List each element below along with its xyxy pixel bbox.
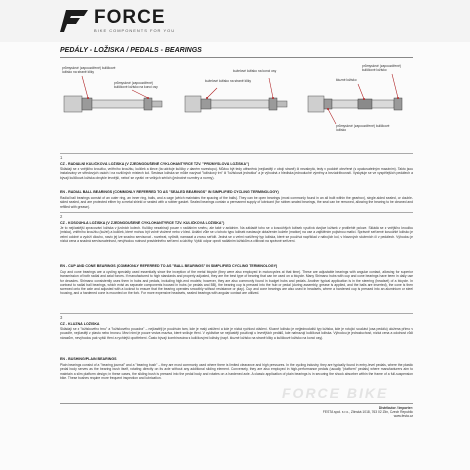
section-2-number: 2 xyxy=(60,214,63,219)
section-3-number: 3 xyxy=(60,315,63,320)
section-1-heading-cz: CZ - RADIÁLNÍ KULIČKOVÁ LOŽISKA (V ZJEDNODUŠENÉ CYKLOHANTÝRCE TZV. "PRŮMYSLOVÁ LOŽISKA") xyxy=(60,162,250,166)
section-2-heading-en: EN - CUP AND CONE BEARINGS (COMMONLY REFERRED TO AS "BALL BEARINGS" IN SIMPLIFIED CYCLING TERMINOLOGY) xyxy=(60,264,278,268)
section-3-heading-en: EN - BUSHING/PLAIN BEARINGS xyxy=(60,357,117,361)
pedal-axle-cup-cone-illustration xyxy=(183,62,291,144)
pedal-diagram-cup-cone xyxy=(183,62,291,144)
callout-cone-axle-end: kuželové ložisko na konci osy xyxy=(233,69,277,73)
section-3-text-en: Plain bearings consist of a "bearing journal" and a "bearing bush" – they are most commonly used where there is limited clearance and high pressures. In the cycling industry, they are typically found in entry-level pedals, where the plastic pedal body serves as the bearing bush itself, rotating directly on its axle without any additional sliding element. Conversely, they are also employed in high-performance pedals (usually "platform" pedals) where manufacturers aim to maintain a slim platform design; in these cases, the sliding bush is pressed into the pedal body and rotates on a hardened axle. A classic application of plain bearings is in securing the shock absorber within the frame of a full-suspension bike. These bushes require more frequent inspection and lubrication. xyxy=(60,363,413,380)
section-3-heading-cz: CZ - KLUZNÁ LOŽISKA xyxy=(60,322,100,326)
pedal-diagram-plain xyxy=(306,62,414,144)
section-2-heading-cz: CZ - KOSOÚHLÁ LOŽISKA (V ZJEDNODUŠENÉ CYKLOHANTÝRCE TZV. KULIČKOVÁ LOŽISKA") xyxy=(60,221,225,225)
section-3-text-cz: Skládají se z "ložiskového trnu" a "ložiskového pouzdra" – nejčastěji je používán tam, kde je malý zatížení a kde je nízká rychlost otáčení. Kluzné ložisko je nejjednodušší typ ložiska, kde je rotující součást (osa pedálu) uložena přímo v pouzdře, nejčastěji z plastu nebo bronzu. Mezi nimi je pouze vrstva maziva, které snižuje tření. V cyklistice se nejčastěji používají u levnějších pedálů, kde nahrazují kuličková ložiska. Výhodou je jednoduchost, nízká cena a odolnost vůči nárazům, nevýhodou pak vyšší tření a rychlejší opotřebení. Často bývají kombinována s kuličkovými ložisky (např. kluzné ložisko na straně kliky a kuličkové ložisko na konci osy). xyxy=(60,327,413,340)
footer xyxy=(323,406,413,418)
section-2-text-en: Cup and cone bearings are a cycling specialty used essentially since the inception of the metal bicycle (they were also employed in motorcycles at that time). These are adjustable bearings with angular contact, allowing for superior transmission of both radial and axial forces. If manufactured to high standards and properly adjusted, they are the best type of bearing that can be used on a bicycle. Many Shimano hubs with cup and cone bearings have been in daily use for decades. Shimano consistently uses them in hubs and pedals, including high-end models; however, they are also commonly found in budget hubs and pedals. Another typical application is in the steering (headset) of a bicycle. In contrast to radial ball bearings, which exist as separate components housed in hubs (or pedals and BB), the bearing cup is pressed into the hub or pedal (during assembly, grease is applied, and the balls are inserted), the cone is then screwed onto the axle and adjusted with a locknut to ensure that the bearing operates smoothly without resistance or play). Cup and cone bearings are also used in headsets, where a hardened cup is pressed into an aluminium or steel housing, and a hardened cone is mounted on the fork. For more expensive headsets, sealed bearings with angular contact are utilized. xyxy=(60,270,413,296)
footer-line-3: www.festa.cz xyxy=(393,414,413,419)
footer-line-2: FESTA spol. s r.o., Zlínská 1018, 763 02 Zlín, Czech Republic xyxy=(322,410,413,415)
callout-plain-ball-crank: průmyslové (zapouzdřené) kuličkové ložisko xyxy=(336,124,390,132)
section-1-heading-en: EN - RADIAL BALL BEARINGS (COMMONLY REFERRED TO AS "SEALED BEARINGS" IN SIMPLIFIED CYCLING TERMINOLOGY) xyxy=(60,190,279,194)
force-logo-icon xyxy=(60,9,90,33)
footer-line-1: Distributor / Importer: xyxy=(378,406,413,410)
brand-name: FORCE xyxy=(94,7,166,28)
title-divider xyxy=(60,57,413,58)
page-title: PEDÁLY - LOŽISKA / PEDALS - BEARINGS xyxy=(60,47,202,54)
callout-cone-crank-side: kuželové ložisko na straně kliky xyxy=(205,79,251,83)
header-band xyxy=(0,0,470,42)
section-1-text-cz: Skládají se z vnějšího kroužku, vnitřního kroužku, kuliček a klece (ta udržuje kuličky v daném rozestupu). Můžou být tedy utěsněná (nejčastěji v obojí straně) či nezakrytá, tedy v podobě otevřené (s opakovatelným mazáním). Takto jsou instalovány ve středových osách i na rozličných místech kol. Sestava ložiska se může nazývat "ložiskový trn" či "ložisková jednotka" a je výhodná z hlediska jednoduché výměny a bezúdržbovosti. Vyskytuje se ve vyspělejších pedálech a bývají kuličková ložiska obvykle levnější, neboť se vyrábí ve velkých sériích (jednotné rozměry a normy). xyxy=(60,167,413,180)
watermark: FORCE BIKE xyxy=(282,385,389,401)
section-3-divider xyxy=(60,313,413,314)
pedal-diagram-radial xyxy=(60,62,168,144)
callout-plain-bushing: kluzné ložisko xyxy=(336,78,357,82)
callout-radial-axle-end: průmyslové (zapouzdřené) kuličkové ložisko na konci osy xyxy=(114,81,158,89)
footer-divider xyxy=(60,403,413,404)
callout-plain-ball-end: průmyslové (zapouzdřené) kuličkové ložisko xyxy=(362,64,402,72)
section-2-text-cz: Je to nejčastější zpracování ložiska v jízdních kolech. Kuličky nezabírají pouze v radiálním směru, ale také v axiálním. Na základě toho se u kosoúhlých ložisek využívá dvojice ložisek v protilehlé poloze. Skládá se z vnějšího kroužku (miska), vnitřního kroužku (kužel) a kuliček, které mohou být volně vložené nebo v kleci. Axiální vůle se u tohoto typu ložisek nastavuje dotažením kužele (matice) na ose a zajištěním pojistnou maticí. Správně seřízené kosoúhlé ložisko je velmi odolné a vydrží dlouho, navíc jej lze snadno servisovat - rozebrat, vyčistit, namazat a znovu seřídit. Jedná se o velmi rozšířený typ ložiska, které se používá například v nábojích kol, v hlavových složeních či v pedálech. Výhodou je nízká cena a snadná servisovatelnost, nevýhodou nutnost pravidelného seřízení a údržby. Vyšší odpor oproti radiálním ložiskům a citlivost na správné seřízení. xyxy=(60,226,413,243)
section-1-text-en: Radial ball bearings consist of an outer ring, an inner ring, balls, and a cage (which maintains the spacing of the balls). They can be open bearings (most commonly found in an all built within the gearbox), single-sided sealed, or double-sided sealed, and are protected either by a metal shield or sealed with a rubber gasket. Sealed bearings contain a permanent supply of lubricant (for rubber-sealed bearings, the seal can be removed, allowing the bearing to be cleaned and refilled with grease). xyxy=(60,196,413,209)
section-2-divider xyxy=(60,212,413,213)
section-1-number: 1 xyxy=(60,155,63,160)
callout-radial-crank-side: průmyslové (zapouzdřené) kuličkové ložisko na straně kliky xyxy=(62,66,116,74)
section-1-divider xyxy=(60,153,413,154)
brand-tagline: BIKE COMPONENTS FOR YOU xyxy=(94,28,176,33)
brand-logo xyxy=(60,8,175,34)
